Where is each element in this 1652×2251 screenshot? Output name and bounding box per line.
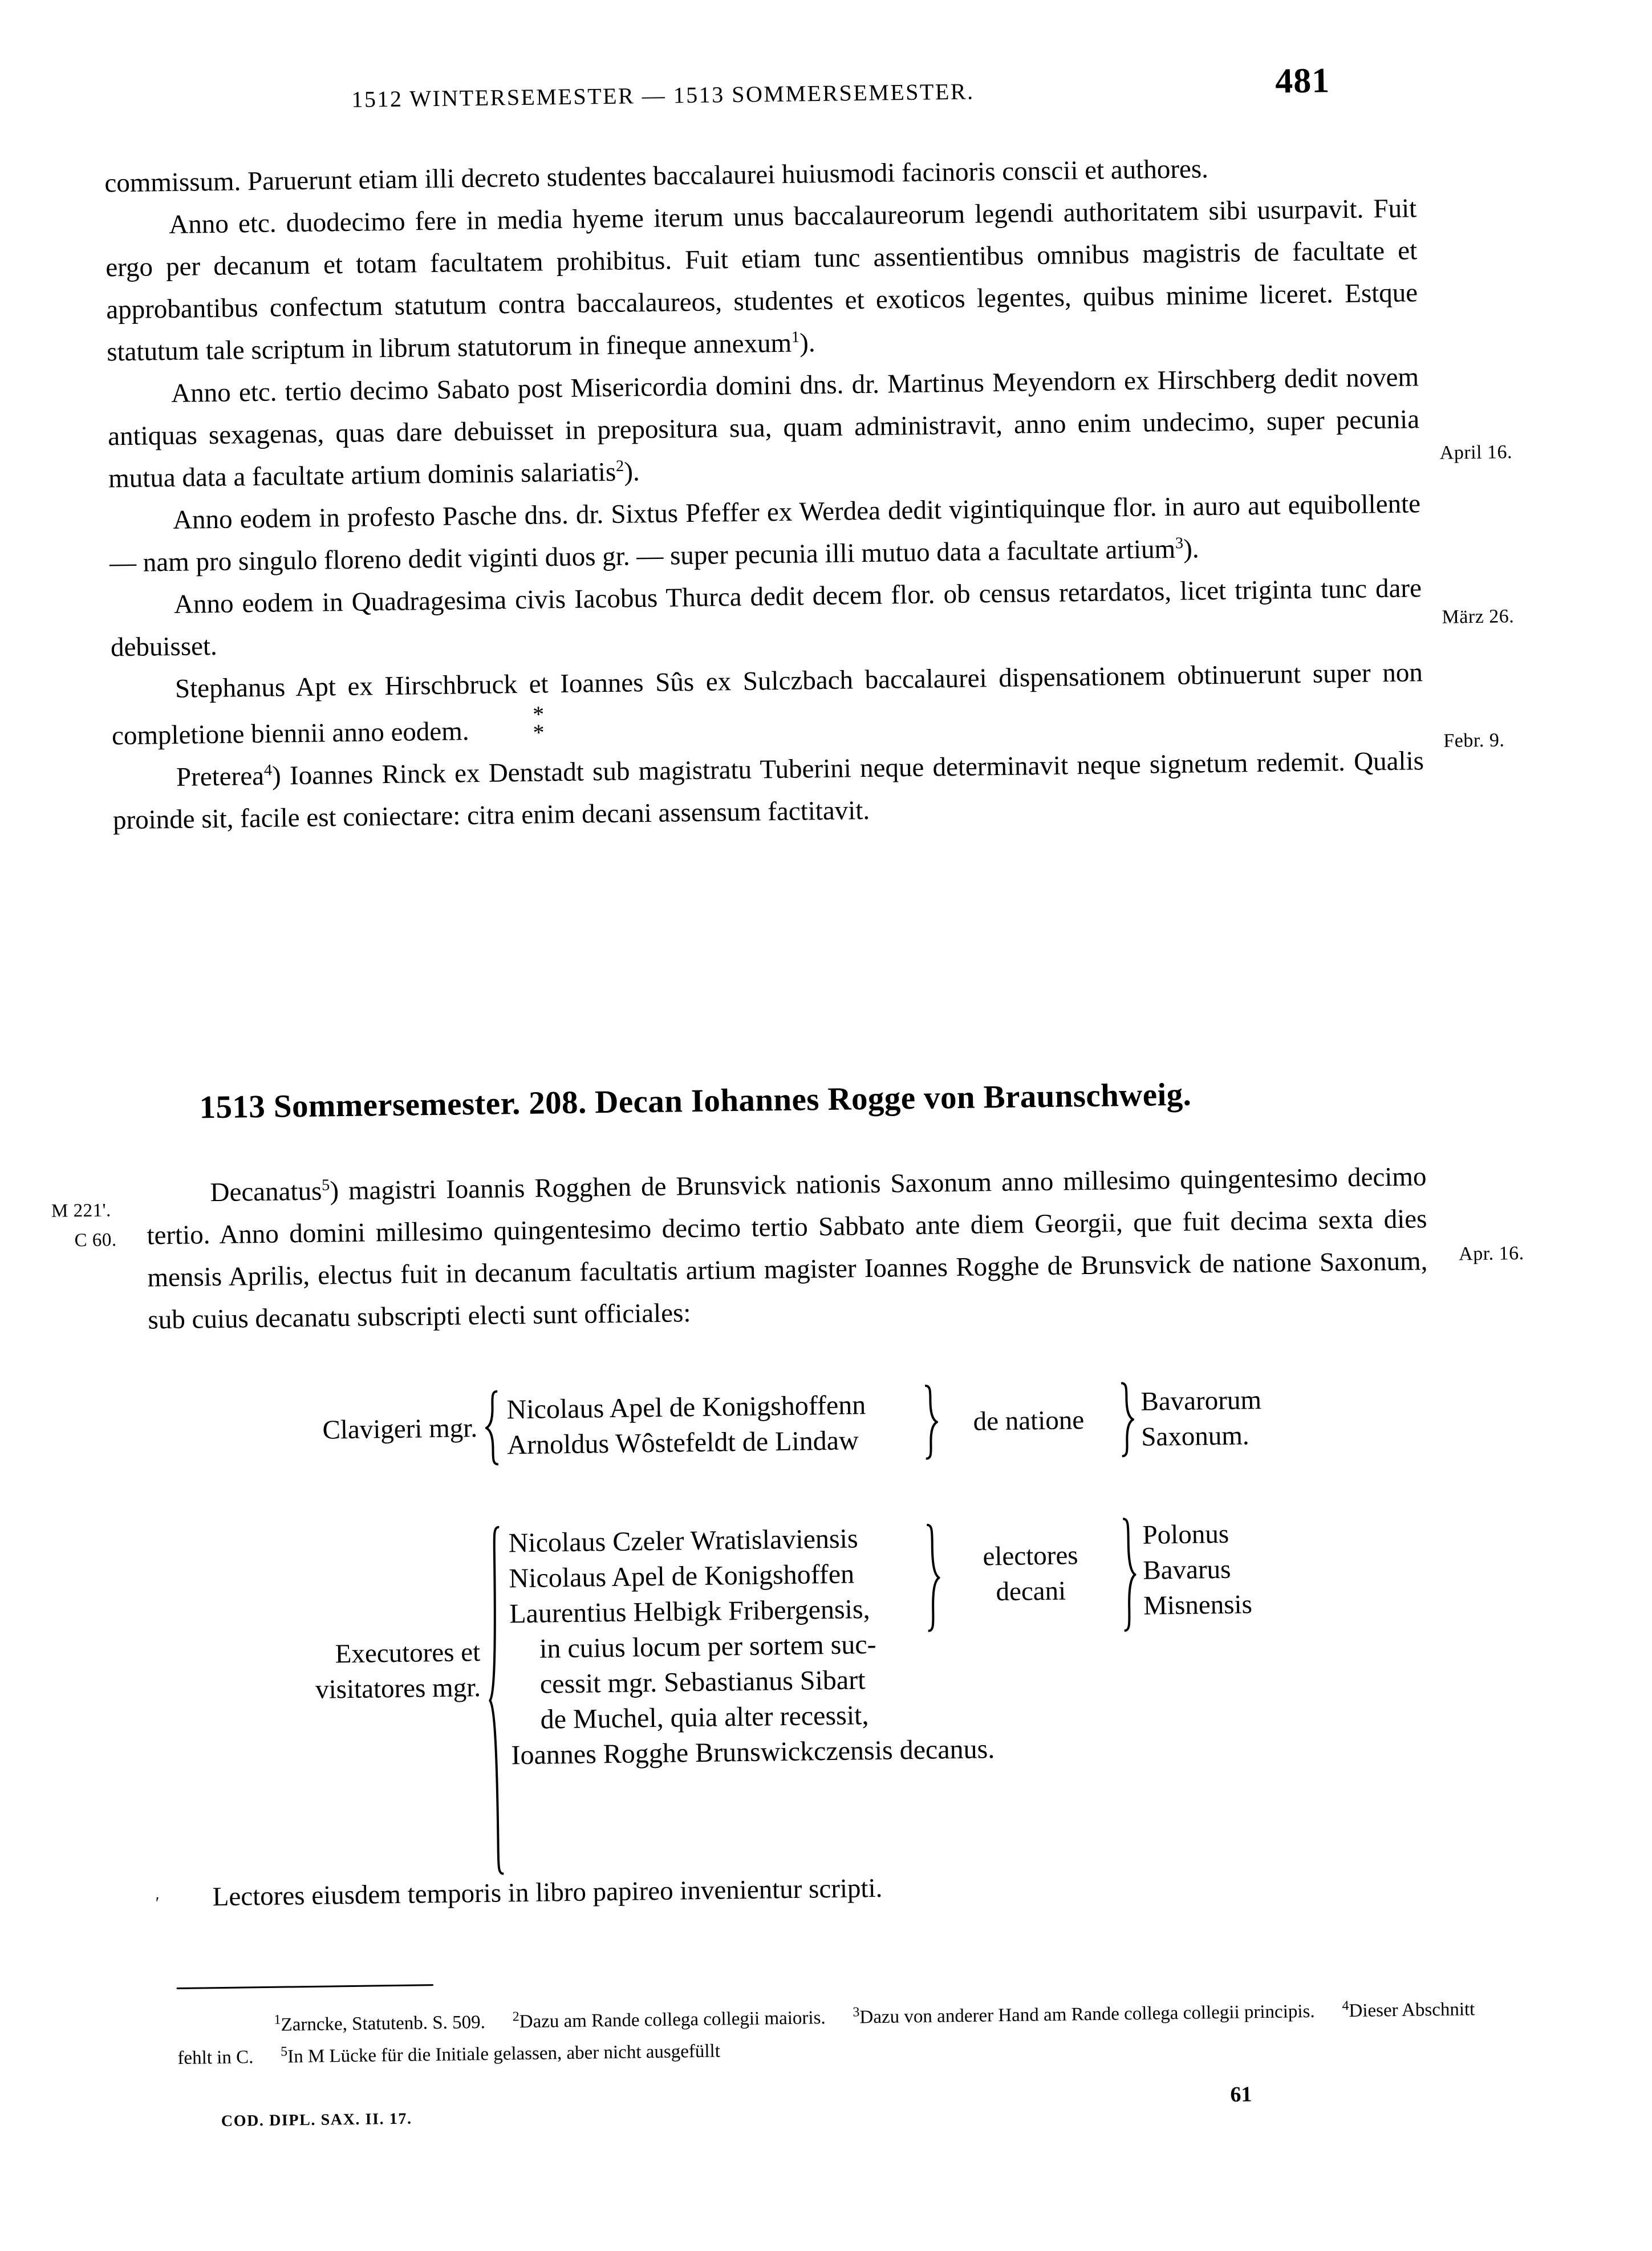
decanatus-block	[146, 1155, 1428, 1341]
paragraph-anno-duodecimo	[105, 187, 1419, 373]
clavigeri-name-1: Nicolaus Apel de Konigshoffenn	[506, 1390, 866, 1425]
footnote-number-2: 2	[512, 2009, 519, 2025]
paragraph-decanatus	[146, 1155, 1428, 1341]
executores-name-3: Laurentius Helbigk Fribergensis,	[509, 1594, 870, 1629]
sheet-signature: 61	[1230, 2082, 1252, 2107]
executores-middle	[939, 1518, 1122, 1610]
footnote-number-3: 3	[853, 2005, 860, 2020]
clavigeri-nation-1: Bavarorum	[1140, 1385, 1262, 1417]
paragraph-anno-eodem-pasche	[109, 482, 1422, 584]
clavigeri-nations	[1134, 1382, 1262, 1455]
executores-label-line1: Executores et	[335, 1637, 481, 1669]
clavigeri-names	[500, 1387, 924, 1463]
executores-nation-3: Misnensis	[1143, 1589, 1253, 1621]
paragraph-text: Anno eodem in Quadragesima civis Iacobus Thurca dedit decem flor. ob census retardatos, licet triginta tunc dare debuisset.	[110, 573, 1422, 663]
paragraph-tail: ).	[799, 328, 815, 358]
paragraph-text: Anno eodem in profesto Pasche dns. dr. Sixtus Pfeffer ex Werdea dedit vigintiquinque flor. in auro aut equibollente — nam pro singulo floreno dedit viginti duos gr. — super pecunia illi mutuo data a facultate artium	[109, 489, 1421, 578]
clavigeri-middle	[938, 1402, 1120, 1439]
executores-nations	[1135, 1516, 1252, 1624]
clavigeri-name-2: Arnoldus Wôstefeldt de Lindaw	[507, 1425, 859, 1461]
paragraph-tail: ).	[623, 457, 640, 487]
margin-date-febr-9: Febr. 9.	[1443, 729, 1505, 752]
paragraph-anno-eodem-quadragesima	[110, 567, 1423, 668]
right-brace-executores-nations	[1121, 1518, 1137, 1632]
margin-siglum-c60: C 60.	[74, 1230, 117, 1251]
officials-row-executores	[250, 1516, 1256, 1878]
clavigeri-label: Clavigeri mgr.	[322, 1413, 478, 1445]
executores-name-2: Nicolaus Apel de Konigshoffen	[509, 1559, 855, 1594]
footnote-text-4: Dieser Abschnitt fehlt in C.	[177, 1999, 1475, 2069]
margin-siglum-m221: M 221'.	[51, 1200, 111, 1222]
executores-nation-1: Polonus	[1142, 1519, 1229, 1550]
executores-final-name: Ioannes Rogghe Brunswickczensis decanus.	[511, 1734, 995, 1771]
margin-date-apr-16: Apr. 16.	[1458, 1242, 1524, 1265]
decanatus-text: ) magistri Ioannis Rogghen de Brunsvick nationis Saxonum anno millesimo quingentesimo decimo tertio. Anno domini millesimo quingentesimo decimo tertio Sabbato ante diem Georgii, que fuit decima sexta dies mensis Aprilis, electus fuit in decanum facultatis artium magister Ioannes Rogghe de Brunsvick de natione Saxonum, sub cuius decanatu subscripti electi sunt officiales:	[147, 1162, 1428, 1335]
right-brace-clavigeri-nations	[1119, 1382, 1135, 1457]
running-head-title: 1512 WINTERSEMESTER — 1513 SOMMERSEMESTER.	[351, 78, 975, 112]
footnote-ref-4[interactable]: 4	[263, 761, 273, 780]
officials-row-clavigeri	[249, 1380, 1262, 1469]
executores-continuation-1: in cuius locum per sortem suc-	[539, 1629, 876, 1664]
executores-names	[501, 1520, 995, 1774]
footnote-number-1: 1	[274, 2012, 281, 2027]
left-brace-clavigeri	[485, 1390, 501, 1466]
clavigeri-nation-2: Saxonum.	[1140, 1421, 1249, 1452]
footnote-ref-3[interactable]: 3	[1175, 534, 1184, 553]
page-number: 481	[1274, 61, 1330, 101]
margin-date-april-16: April 16.	[1439, 441, 1513, 464]
footnote-text-2: Dazu am Rande collega collegii maioris.	[519, 2007, 826, 2033]
executores-decani: decani	[996, 1576, 1066, 1607]
lectores-line: Lectores eiusdem temporis in libro papireo invenientur scripti.	[212, 1873, 883, 1912]
executores-name-1: Nicolaus Czeler Wratislaviensis	[508, 1523, 858, 1559]
margin-date-maerz-26: März 26.	[1442, 606, 1515, 628]
stray-ink-mark: ′	[155, 1893, 160, 1913]
footnote-number-4: 4	[1342, 1998, 1349, 2014]
footnote-text-3: Dazu von anderer Hand am Rande collega collegii principis.	[859, 2001, 1315, 2028]
executores-label	[250, 1526, 489, 1708]
paragraph-tail: ).	[1183, 534, 1199, 564]
footnote-text-1: Zarncke, Statutenb. S. 509.	[281, 2011, 486, 2035]
right-brace-executores	[924, 1523, 940, 1632]
footnote-ref-1[interactable]: 1	[791, 328, 800, 347]
paragraph-lead: Preterea	[176, 761, 265, 792]
paragraph-text: commissum. Paruerunt etiam illi decreto studentes baccalaurei huiusmodi facinoris conscii et authores.	[104, 154, 1209, 198]
running-head	[0, 61, 1639, 131]
executores-label-line2: visitatores mgr.	[315, 1673, 481, 1705]
footnote-number-5: 5	[281, 2044, 288, 2059]
footnote-ref-2[interactable]: 2	[615, 457, 624, 476]
clavigeri-de-natione: de natione	[973, 1405, 1085, 1437]
footnote-separator-rule	[177, 1984, 433, 1989]
section-heading: 1513 Sommersemester. 208. Decan Iohannes Rogge von Braunschweig.	[199, 1076, 1192, 1126]
paragraph-text: Anno etc. duodecimo fere in media hyeme iterum unus baccalaureorum legendi authoritatem sibi usurpavit. Fuit ergo per decanum et totam facultatem prohibitus. Fuit etiam tunc assentientibus omnibus magistris de facultate et approbantibus confectum statutum contra baccalaureos, studentes et exoticos legentes, quibus minime liceret. Estque statutum tale scriptum in librum statutorum in fineque annexum	[105, 193, 1418, 367]
paragraph-anno-tertio-decimo	[107, 356, 1420, 500]
right-brace-clavigeri	[923, 1384, 939, 1459]
footnote-ref-5[interactable]: 5	[321, 1176, 330, 1194]
asterisk-pair-mark: * *	[532, 701, 545, 745]
body-text-block	[104, 145, 1424, 841]
paragraph-text: Anno etc. tertio decimo Sabato post Misericordia domini dns. dr. Martinus Meyendorn ex Hirschberg dedit novem antiquas sexagenas, quas dare debuisset in prepositura sua, quam administravit, anno enim undecimo, super pecunia mutua data a facultate artium dominis salariatis	[107, 362, 1420, 494]
executores-electores: electores	[983, 1540, 1078, 1572]
paragraph-stephanus-apt	[111, 651, 1424, 757]
footnote-text-5: In M Lücke für die Initiale gelassen, aber nicht ausgefüllt	[287, 2041, 721, 2067]
paragraph-text: Stephanus Apt ex Hirschbruck et Ioannes Sûs ex Sulczbach baccalaurei dispensationem obtinuerunt super non completione biennii anno eodem.	[111, 658, 1423, 751]
paragraph-text: ) Ioannes Rinck ex Denstadt sub magistratu Tuberini neque determinavit neque signetum redemit. Qualis proinde sit, facile est coniectare: citra enim decani assensum factitavit.	[112, 746, 1424, 835]
executores-continuation-2: cessit mgr. Sebastianus Sibart	[539, 1665, 866, 1700]
decanatus-lead: Decanatus	[210, 1176, 322, 1208]
executores-continuation-3: de Muchel, quia alter recessit,	[540, 1700, 869, 1735]
footnote-block	[177, 1993, 1478, 2074]
executores-nation-2: Bavarus	[1143, 1554, 1231, 1585]
colophon: COD. DIPL. SAX. II. 17.	[221, 2110, 412, 2131]
paragraph-preterea	[112, 740, 1425, 841]
